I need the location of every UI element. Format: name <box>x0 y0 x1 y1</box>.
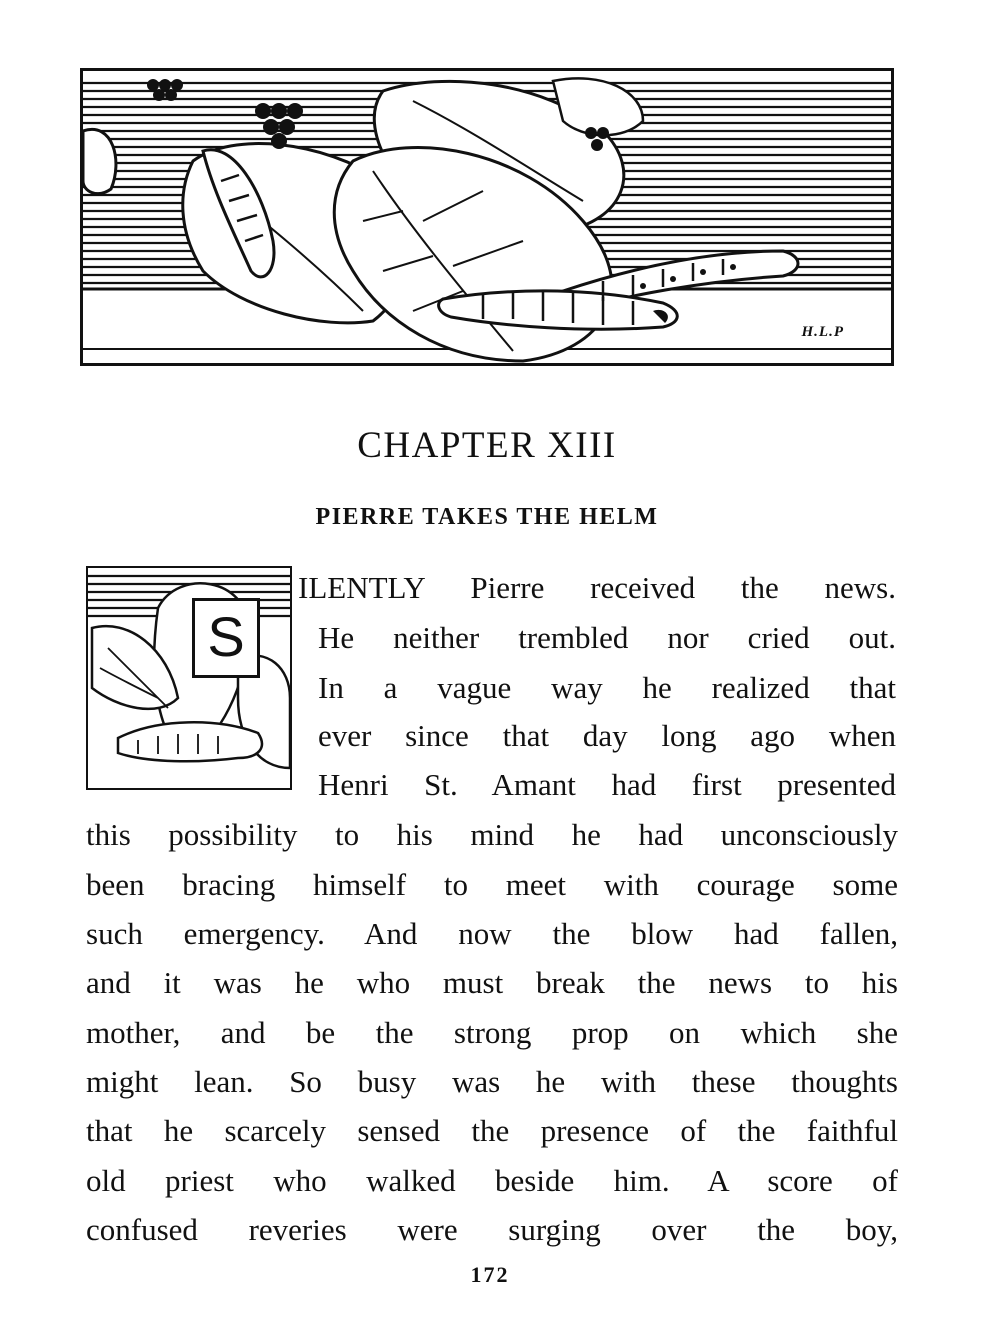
text-line: old priest who walked beside him. A score of <box>86 1163 898 1198</box>
text-line: might lean. So busy was he with these thoughts <box>86 1064 898 1099</box>
text-line: He neither trembled nor cried out. <box>318 620 896 655</box>
text-line: ever since that day long ago when <box>318 718 896 753</box>
silkworms-on-mulberry-leaves-icon <box>83 71 891 363</box>
chapter-title: PIERRE TAKES THE HELM <box>315 504 659 530</box>
text-line: been bracing himself to meet with courage some <box>86 867 898 902</box>
text-line: Henri St. Amant had first presented <box>318 767 896 802</box>
text-line: this possibility to his mind he had unconsciously <box>86 817 898 852</box>
text-line: such emergency. And now the blow had fallen, <box>86 916 898 951</box>
text-line: and it was he who must break the news to his <box>86 965 898 1000</box>
drop-cap-letter: S <box>192 598 260 678</box>
drop-cap <box>86 566 292 790</box>
text-line: ILENTLY Pierre received the news. <box>298 570 896 605</box>
page-number: 172 <box>470 1262 510 1287</box>
text-line: confused reveries were surging over the boy, <box>86 1212 898 1247</box>
text-line: In a vague way he realized that <box>318 670 896 705</box>
text-line: that he scarcely sensed the presence of the faithful <box>86 1113 898 1148</box>
header-illustration <box>80 68 894 366</box>
text-line: mother, and be the strong prop on which she <box>86 1015 898 1050</box>
illustrator-monogram: H.L.P <box>799 324 848 341</box>
chapter-number: CHAPTER XIII <box>357 425 617 466</box>
